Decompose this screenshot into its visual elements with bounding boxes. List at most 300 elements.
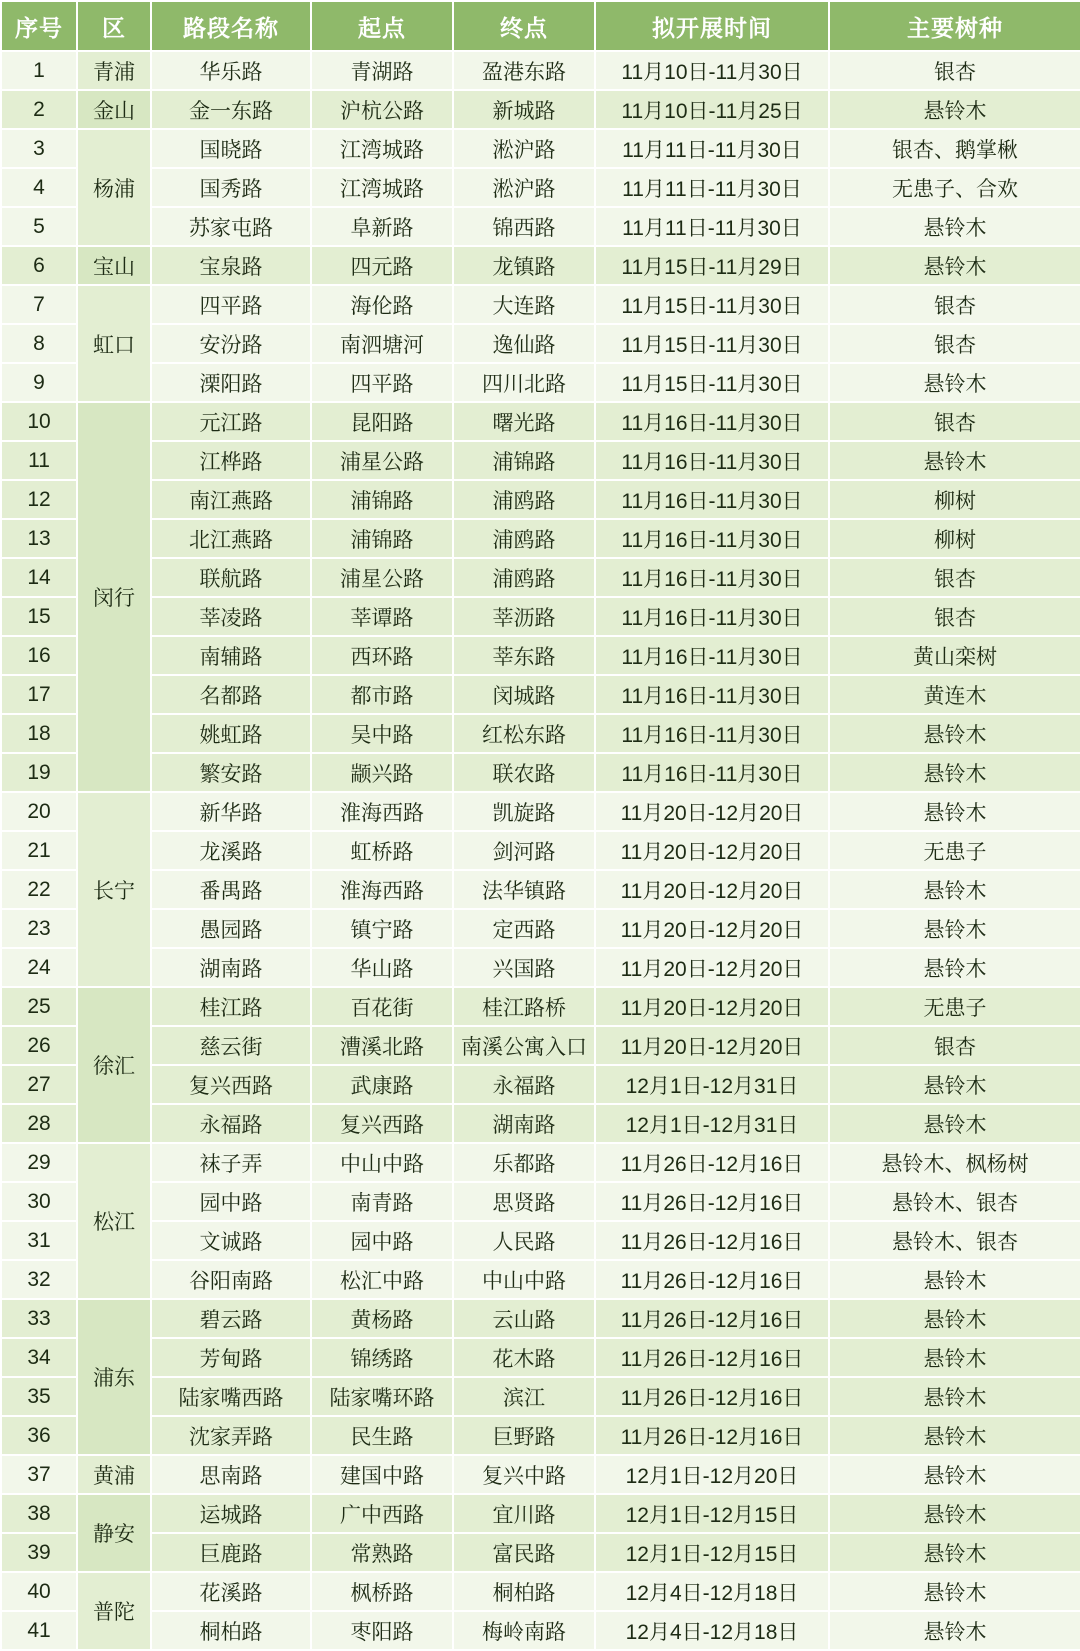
cell-end: 盈港东路 <box>453 51 595 90</box>
table-row <box>1 597 1080 636</box>
cell-start: 昆阳路 <box>311 402 453 441</box>
cell-time: 11月10日-11月30日 <box>595 51 829 90</box>
table-row <box>1 324 1080 363</box>
cell-end: 凯旋路 <box>453 792 595 831</box>
table-row <box>1 558 1080 597</box>
cell-end: 永福路 <box>453 1065 595 1104</box>
cell-road-name: 名都路 <box>151 675 311 714</box>
cell-tree-species: 悬铃木 <box>829 246 1080 285</box>
cell-start: 莘谭路 <box>311 597 453 636</box>
cell-time: 12月4日-12月18日 <box>595 1611 829 1650</box>
table-row <box>1 1455 1080 1494</box>
cell-end: 浦鸥路 <box>453 519 595 558</box>
cell-start: 虹桥路 <box>311 831 453 870</box>
cell-start: 浦星公路 <box>311 558 453 597</box>
table-row <box>1 129 1080 168</box>
table-row <box>1 1416 1080 1455</box>
cell-index: 41 <box>1 1611 77 1650</box>
cell-road-name: 北江燕路 <box>151 519 311 558</box>
cell-road-name: 袜子弄 <box>151 1143 311 1182</box>
cell-road-name: 江桦路 <box>151 441 311 480</box>
cell-start: 淮海西路 <box>311 792 453 831</box>
cell-end: 浦鸥路 <box>453 558 595 597</box>
cell-tree-species: 悬铃木 <box>829 1065 1080 1104</box>
cell-time: 11月20日-12月20日 <box>595 831 829 870</box>
cell-end: 浦锦路 <box>453 441 595 480</box>
cell-start: 江湾城路 <box>311 168 453 207</box>
cell-index: 38 <box>1 1494 77 1533</box>
table-row <box>1 753 1080 792</box>
cell-time: 11月11日-11月30日 <box>595 129 829 168</box>
cell-start: 浦锦路 <box>311 519 453 558</box>
cell-tree-species: 悬铃木 <box>829 753 1080 792</box>
cell-time: 11月20日-12月20日 <box>595 987 829 1026</box>
cell-region: 宝山 <box>77 246 151 285</box>
cell-road-name: 安汾路 <box>151 324 311 363</box>
cell-road-name: 南江燕路 <box>151 480 311 519</box>
cell-road-name: 元江路 <box>151 402 311 441</box>
cell-end: 滨江 <box>453 1377 595 1416</box>
cell-time: 11月16日-11月30日 <box>595 675 829 714</box>
cell-road-name: 溧阳路 <box>151 363 311 402</box>
cell-index: 1 <box>1 51 77 90</box>
table-row <box>1 1533 1080 1572</box>
cell-start: 南泗塘河 <box>311 324 453 363</box>
cell-index: 5 <box>1 207 77 246</box>
table-row <box>1 1104 1080 1143</box>
cell-tree-species: 悬铃木 <box>829 1611 1080 1650</box>
cell-time: 12月1日-12月15日 <box>595 1533 829 1572</box>
cell-start: 青湖路 <box>311 51 453 90</box>
cell-road-name: 花溪路 <box>151 1572 311 1611</box>
cell-start: 华山路 <box>311 948 453 987</box>
cell-index: 40 <box>1 1572 77 1611</box>
cell-end: 剑河路 <box>453 831 595 870</box>
cell-start: 武康路 <box>311 1065 453 1104</box>
cell-road-name: 桂江路 <box>151 987 311 1026</box>
cell-index: 23 <box>1 909 77 948</box>
cell-tree-species: 悬铃木 <box>829 90 1080 129</box>
cell-time: 11月16日-11月30日 <box>595 402 829 441</box>
cell-tree-species: 悬铃木 <box>829 363 1080 402</box>
cell-end: 复兴中路 <box>453 1455 595 1494</box>
cell-start: 枫桥路 <box>311 1572 453 1611</box>
cell-end: 新城路 <box>453 90 595 129</box>
cell-road-name: 思南路 <box>151 1455 311 1494</box>
table-row <box>1 207 1080 246</box>
cell-index: 2 <box>1 90 77 129</box>
cell-time: 11月15日-11月29日 <box>595 246 829 285</box>
cell-time: 11月16日-11月30日 <box>595 636 829 675</box>
table-row <box>1 870 1080 909</box>
table-row <box>1 285 1080 324</box>
cell-road-name: 国秀路 <box>151 168 311 207</box>
table-row <box>1 1026 1080 1065</box>
cell-time: 11月16日-11月30日 <box>595 714 829 753</box>
cell-road-name: 番禺路 <box>151 870 311 909</box>
cell-tree-species: 银杏 <box>829 1026 1080 1065</box>
table-row <box>1 480 1080 519</box>
cell-road-name: 芳甸路 <box>151 1338 311 1377</box>
table-row <box>1 51 1080 90</box>
cell-tree-species: 黄山栾树 <box>829 636 1080 675</box>
table-row <box>1 1221 1080 1260</box>
cell-start: 吴中路 <box>311 714 453 753</box>
table-row <box>1 792 1080 831</box>
cell-start: 陆家嘴环路 <box>311 1377 453 1416</box>
cell-region: 杨浦 <box>77 129 151 246</box>
cell-start: 黄杨路 <box>311 1299 453 1338</box>
cell-index: 10 <box>1 402 77 441</box>
cell-tree-species: 银杏 <box>829 558 1080 597</box>
cell-road-name: 金一东路 <box>151 90 311 129</box>
cell-tree-species: 银杏、鹅掌楸 <box>829 129 1080 168</box>
cell-tree-species: 悬铃木 <box>829 948 1080 987</box>
cell-end: 人民路 <box>453 1221 595 1260</box>
cell-index: 9 <box>1 363 77 402</box>
cell-time: 11月16日-11月30日 <box>595 558 829 597</box>
cell-end: 桐柏路 <box>453 1572 595 1611</box>
cell-tree-species: 悬铃木 <box>829 1455 1080 1494</box>
table-row <box>1 1338 1080 1377</box>
cell-time: 11月20日-12月20日 <box>595 792 829 831</box>
cell-start: 漕溪北路 <box>311 1026 453 1065</box>
cell-index: 17 <box>1 675 77 714</box>
cell-time: 11月10日-11月25日 <box>595 90 829 129</box>
cell-end: 闵城路 <box>453 675 595 714</box>
cell-tree-species: 银杏 <box>829 402 1080 441</box>
cell-end: 淞沪路 <box>453 168 595 207</box>
column-header-index: 序号 <box>1 1 77 51</box>
cell-region: 长宁 <box>77 792 151 987</box>
cell-road-name: 国晓路 <box>151 129 311 168</box>
cell-end: 龙镇路 <box>453 246 595 285</box>
cell-start: 颛兴路 <box>311 753 453 792</box>
cell-start: 枣阳路 <box>311 1611 453 1650</box>
cell-index: 33 <box>1 1299 77 1338</box>
table-row <box>1 1494 1080 1533</box>
cell-time: 12月1日-12月31日 <box>595 1104 829 1143</box>
cell-end: 中山中路 <box>453 1260 595 1299</box>
cell-region: 浦东 <box>77 1299 151 1455</box>
cell-start: 四平路 <box>311 363 453 402</box>
cell-road-name: 莘凌路 <box>151 597 311 636</box>
cell-tree-species: 无患子、合欢 <box>829 168 1080 207</box>
cell-tree-species: 悬铃木 <box>829 792 1080 831</box>
cell-end: 锦西路 <box>453 207 595 246</box>
cell-index: 13 <box>1 519 77 558</box>
table-row <box>1 519 1080 558</box>
table-row <box>1 714 1080 753</box>
cell-index: 12 <box>1 480 77 519</box>
cell-time: 11月16日-11月30日 <box>595 480 829 519</box>
cell-start: 镇宁路 <box>311 909 453 948</box>
cell-index: 26 <box>1 1026 77 1065</box>
cell-time: 11月11日-11月30日 <box>595 168 829 207</box>
cell-road-name: 巨鹿路 <box>151 1533 311 1572</box>
cell-end: 红松东路 <box>453 714 595 753</box>
cell-time: 11月26日-12月16日 <box>595 1416 829 1455</box>
cell-time: 12月1日-12月31日 <box>595 1065 829 1104</box>
cell-tree-species: 悬铃木 <box>829 1494 1080 1533</box>
cell-tree-species: 悬铃木 <box>829 1104 1080 1143</box>
table-row <box>1 987 1080 1026</box>
cell-road-name: 永福路 <box>151 1104 311 1143</box>
cell-start: 淮海西路 <box>311 870 453 909</box>
column-header-time: 拟开展时间 <box>595 1 829 51</box>
cell-tree-species: 悬铃木 <box>829 1338 1080 1377</box>
cell-time: 12月1日-12月20日 <box>595 1455 829 1494</box>
cell-index: 11 <box>1 441 77 480</box>
cell-end: 云山路 <box>453 1299 595 1338</box>
cell-index: 4 <box>1 168 77 207</box>
table-row <box>1 675 1080 714</box>
cell-tree-species: 悬铃木 <box>829 441 1080 480</box>
cell-time: 11月16日-11月30日 <box>595 441 829 480</box>
cell-index: 29 <box>1 1143 77 1182</box>
cell-tree-species: 悬铃木 <box>829 1416 1080 1455</box>
cell-start: 中山中路 <box>311 1143 453 1182</box>
cell-end: 富民路 <box>453 1533 595 1572</box>
cell-start: 南青路 <box>311 1182 453 1221</box>
cell-index: 35 <box>1 1377 77 1416</box>
cell-start: 民生路 <box>311 1416 453 1455</box>
cell-index: 32 <box>1 1260 77 1299</box>
table-row <box>1 1182 1080 1221</box>
column-header-road-name: 路段名称 <box>151 1 311 51</box>
cell-road-name: 桐柏路 <box>151 1611 311 1650</box>
cell-time: 11月15日-11月30日 <box>595 324 829 363</box>
cell-index: 27 <box>1 1065 77 1104</box>
cell-end: 四川北路 <box>453 363 595 402</box>
cell-time: 11月15日-11月30日 <box>595 363 829 402</box>
cell-start: 浦锦路 <box>311 480 453 519</box>
cell-time: 11月16日-11月30日 <box>595 753 829 792</box>
cell-index: 36 <box>1 1416 77 1455</box>
cell-road-name: 慈云街 <box>151 1026 311 1065</box>
table-row <box>1 1377 1080 1416</box>
cell-time: 11月16日-11月30日 <box>595 519 829 558</box>
cell-start: 沪杭公路 <box>311 90 453 129</box>
cell-tree-species: 悬铃木 <box>829 207 1080 246</box>
cell-tree-species: 悬铃木 <box>829 1533 1080 1572</box>
cell-start: 海伦路 <box>311 285 453 324</box>
cell-tree-species: 悬铃木 <box>829 714 1080 753</box>
cell-region: 普陀 <box>77 1572 151 1650</box>
cell-region: 静安 <box>77 1494 151 1572</box>
cell-time: 11月26日-12月16日 <box>595 1143 829 1182</box>
cell-time: 11月15日-11月30日 <box>595 285 829 324</box>
cell-start: 常熟路 <box>311 1533 453 1572</box>
cell-index: 6 <box>1 246 77 285</box>
cell-start: 四元路 <box>311 246 453 285</box>
cell-road-name: 湖南路 <box>151 948 311 987</box>
table-row <box>1 1572 1080 1611</box>
table-row <box>1 1065 1080 1104</box>
cell-tree-species: 银杏 <box>829 597 1080 636</box>
cell-time: 11月26日-12月16日 <box>595 1182 829 1221</box>
cell-tree-species: 悬铃木、银杏 <box>829 1182 1080 1221</box>
cell-index: 34 <box>1 1338 77 1377</box>
cell-road-name: 碧云路 <box>151 1299 311 1338</box>
cell-index: 14 <box>1 558 77 597</box>
cell-start: 园中路 <box>311 1221 453 1260</box>
cell-road-name: 繁安路 <box>151 753 311 792</box>
cell-end: 宜川路 <box>453 1494 595 1533</box>
cell-road-name: 园中路 <box>151 1182 311 1221</box>
cell-region: 黄浦 <box>77 1455 151 1494</box>
cell-tree-species: 悬铃木 <box>829 1299 1080 1338</box>
cell-index: 3 <box>1 129 77 168</box>
cell-index: 31 <box>1 1221 77 1260</box>
cell-index: 39 <box>1 1533 77 1572</box>
cell-index: 22 <box>1 870 77 909</box>
cell-road-name: 姚虹路 <box>151 714 311 753</box>
cell-time: 11月20日-12月20日 <box>595 1026 829 1065</box>
cell-start: 阜新路 <box>311 207 453 246</box>
cell-tree-species: 无患子 <box>829 987 1080 1026</box>
cell-start: 浦星公路 <box>311 441 453 480</box>
cell-road-name: 华乐路 <box>151 51 311 90</box>
cell-index: 37 <box>1 1455 77 1494</box>
cell-tree-species: 银杏 <box>829 285 1080 324</box>
cell-tree-species: 黄连木 <box>829 675 1080 714</box>
cell-tree-species: 无患子 <box>829 831 1080 870</box>
cell-index: 18 <box>1 714 77 753</box>
cell-road-name: 新华路 <box>151 792 311 831</box>
cell-road-name: 南辅路 <box>151 636 311 675</box>
cell-end: 浦鸥路 <box>453 480 595 519</box>
cell-tree-species: 柳树 <box>829 480 1080 519</box>
cell-end: 巨野路 <box>453 1416 595 1455</box>
cell-region: 徐汇 <box>77 987 151 1143</box>
cell-time: 12月1日-12月15日 <box>595 1494 829 1533</box>
table-row <box>1 1299 1080 1338</box>
cell-start: 广中西路 <box>311 1494 453 1533</box>
cell-time: 11月20日-12月20日 <box>595 870 829 909</box>
cell-index: 19 <box>1 753 77 792</box>
cell-start: 锦绣路 <box>311 1338 453 1377</box>
cell-end: 法华镇路 <box>453 870 595 909</box>
cell-road-name: 龙溪路 <box>151 831 311 870</box>
cell-road-name: 复兴西路 <box>151 1065 311 1104</box>
cell-time: 11月26日-12月16日 <box>595 1377 829 1416</box>
cell-road-name: 四平路 <box>151 285 311 324</box>
cell-time: 11月16日-11月30日 <box>595 597 829 636</box>
cell-region: 闵行 <box>77 402 151 792</box>
cell-end: 定西路 <box>453 909 595 948</box>
cell-index: 30 <box>1 1182 77 1221</box>
cell-region: 青浦 <box>77 51 151 90</box>
table-row <box>1 90 1080 129</box>
cell-road-name: 文诚路 <box>151 1221 311 1260</box>
cell-time: 11月26日-12月16日 <box>595 1299 829 1338</box>
cell-start: 松汇中路 <box>311 1260 453 1299</box>
cell-road-name: 宝泉路 <box>151 246 311 285</box>
cell-time: 12月4日-12月18日 <box>595 1572 829 1611</box>
cell-time: 11月20日-12月20日 <box>595 948 829 987</box>
table-row <box>1 831 1080 870</box>
cell-end: 大连路 <box>453 285 595 324</box>
cell-time: 11月26日-12月16日 <box>595 1338 829 1377</box>
cell-region: 金山 <box>77 90 151 129</box>
cell-tree-species: 银杏 <box>829 51 1080 90</box>
cell-road-name: 愚园路 <box>151 909 311 948</box>
cell-end: 莘沥路 <box>453 597 595 636</box>
table-row <box>1 402 1080 441</box>
table-row <box>1 1611 1080 1650</box>
cell-tree-species: 悬铃木 <box>829 1377 1080 1416</box>
cell-index: 25 <box>1 987 77 1026</box>
table-row <box>1 246 1080 285</box>
cell-tree-species: 悬铃木、银杏 <box>829 1221 1080 1260</box>
cell-index: 20 <box>1 792 77 831</box>
cell-end: 逸仙路 <box>453 324 595 363</box>
cell-end: 乐都路 <box>453 1143 595 1182</box>
cell-tree-species: 悬铃木 <box>829 909 1080 948</box>
table-row <box>1 1143 1080 1182</box>
table-header-row <box>1 1 1080 51</box>
cell-start: 都市路 <box>311 675 453 714</box>
cell-start: 西环路 <box>311 636 453 675</box>
column-header-region: 区 <box>77 1 151 51</box>
cell-start: 复兴西路 <box>311 1104 453 1143</box>
cell-index: 16 <box>1 636 77 675</box>
cell-start: 百花街 <box>311 987 453 1026</box>
cell-region: 虹口 <box>77 285 151 402</box>
cell-index: 28 <box>1 1104 77 1143</box>
cell-end: 桂江路桥 <box>453 987 595 1026</box>
cell-end: 曙光路 <box>453 402 595 441</box>
cell-index: 8 <box>1 324 77 363</box>
cell-road-name: 联航路 <box>151 558 311 597</box>
table-row <box>1 441 1080 480</box>
cell-end: 联农路 <box>453 753 595 792</box>
column-header-end: 终点 <box>453 1 595 51</box>
cell-index: 21 <box>1 831 77 870</box>
column-header-tree-species: 主要树种 <box>829 1 1080 51</box>
cell-time: 11月26日-12月16日 <box>595 1221 829 1260</box>
cell-tree-species: 悬铃木 <box>829 870 1080 909</box>
column-header-start: 起点 <box>311 1 453 51</box>
cell-end: 湖南路 <box>453 1104 595 1143</box>
cell-end: 淞沪路 <box>453 129 595 168</box>
cell-tree-species: 悬铃木 <box>829 1572 1080 1611</box>
table-row <box>1 168 1080 207</box>
table-row <box>1 1260 1080 1299</box>
cell-road-name: 沈家弄路 <box>151 1416 311 1455</box>
cell-end: 莘东路 <box>453 636 595 675</box>
cell-index: 7 <box>1 285 77 324</box>
cell-tree-species: 悬铃木、枫杨树 <box>829 1143 1080 1182</box>
cell-end: 梅岭南路 <box>453 1611 595 1650</box>
cell-tree-species: 悬铃木 <box>829 1260 1080 1299</box>
cell-tree-species: 银杏 <box>829 324 1080 363</box>
cell-road-name: 陆家嘴西路 <box>151 1377 311 1416</box>
cell-tree-species: 柳树 <box>829 519 1080 558</box>
table-row <box>1 948 1080 987</box>
cell-road-name: 谷阳南路 <box>151 1260 311 1299</box>
cell-end: 思贤路 <box>453 1182 595 1221</box>
cell-start: 江湾城路 <box>311 129 453 168</box>
cell-end: 花木路 <box>453 1338 595 1377</box>
cell-index: 15 <box>1 597 77 636</box>
table-row <box>1 363 1080 402</box>
cell-index: 24 <box>1 948 77 987</box>
table-row <box>1 636 1080 675</box>
cell-end: 兴国路 <box>453 948 595 987</box>
cell-end: 南溪公寓入口 <box>453 1026 595 1065</box>
